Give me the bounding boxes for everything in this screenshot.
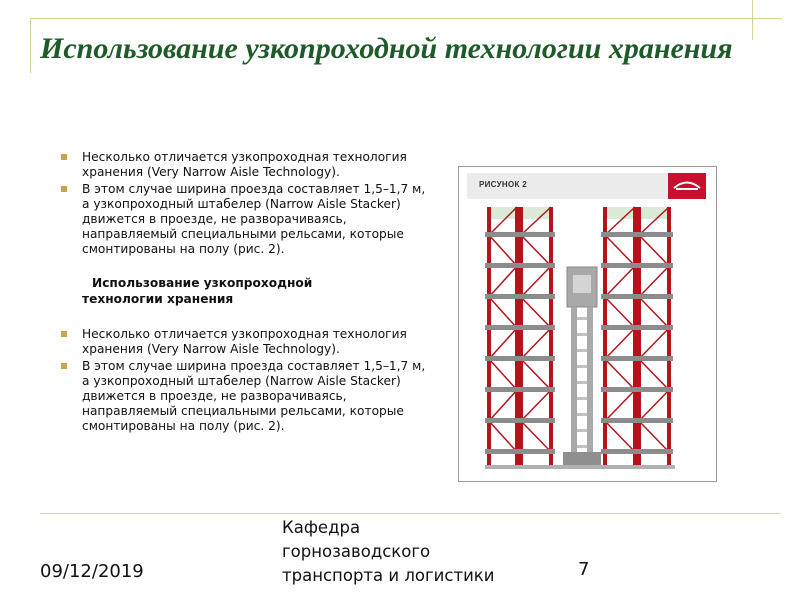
rack-beam	[635, 449, 673, 454]
footer-dept-line: транспорта и логистики	[282, 566, 495, 585]
rack-brace	[489, 328, 517, 359]
subheading-line: технологии хранения	[82, 292, 234, 306]
bullet-item	[60, 182, 430, 257]
narrow-aisle-rack-drawing	[459, 167, 716, 481]
rack-brace	[639, 297, 669, 328]
rack-brace	[521, 297, 551, 328]
floor-line	[485, 465, 675, 469]
rack-brace	[489, 297, 517, 328]
rack-brace	[605, 297, 635, 328]
rack-brace	[639, 328, 669, 359]
footer-dept-line: Кафедра	[282, 518, 361, 537]
rack-beam	[635, 263, 673, 268]
rack-brace	[605, 390, 635, 421]
bullet-square-icon	[61, 186, 67, 192]
rack-beam	[517, 418, 555, 423]
figure-label: РИСУНОК 2	[479, 180, 527, 189]
footer-dept-line: горнозаводского	[282, 542, 431, 561]
rack-brace	[605, 421, 635, 452]
footer-date: 09/12/2019	[40, 561, 144, 582]
stacker-rung	[577, 349, 587, 352]
footer-department	[282, 516, 522, 588]
rack-brace	[605, 328, 635, 359]
rack-beam	[485, 356, 521, 361]
rack-brace	[639, 235, 669, 266]
rack-upright	[637, 207, 641, 465]
rack-beam	[601, 449, 639, 454]
rack-beam	[635, 294, 673, 299]
stacker-base	[563, 452, 601, 465]
rack-beam	[485, 263, 521, 268]
rack-beam	[601, 418, 639, 423]
rack-upright	[603, 207, 607, 465]
rack-brace	[521, 390, 551, 421]
bullet-text: В этом случае ширина проезда составляет 1,5–1,7 м, а узкопроходный штабелер (Narrow Aisle Stacker) движется в проезде, не разворачиваясь, направляемый специальными рельсами, которые смонтированы на полу (рис. 2).	[82, 182, 426, 256]
rack-top-extension	[605, 207, 635, 219]
stacker-rung	[577, 333, 587, 336]
rack-beam	[601, 232, 639, 237]
rack-beam	[485, 418, 521, 423]
rack-brace	[521, 328, 551, 359]
rack-beam	[601, 263, 639, 268]
rack-upright	[549, 207, 553, 465]
rack-brace	[639, 359, 669, 390]
frame-left-line	[30, 18, 31, 73]
rack-beam	[635, 232, 673, 237]
rack-top-extension	[489, 207, 517, 219]
rack-beam	[601, 294, 639, 299]
rack-brace	[639, 390, 669, 421]
slide-body	[60, 150, 430, 434]
stacker-rung	[577, 429, 587, 432]
stacker-rung	[577, 445, 587, 448]
rack-beam	[601, 325, 639, 330]
rack-brace	[489, 390, 517, 421]
rack-beam	[517, 325, 555, 330]
footer-divider	[40, 513, 780, 514]
rack-brace	[521, 359, 551, 390]
stacker-rung	[577, 413, 587, 416]
rack-beam	[517, 263, 555, 268]
bullet-item	[60, 327, 430, 357]
rack-top-extension	[521, 207, 551, 219]
rack-upright	[515, 207, 519, 465]
rack-brace	[605, 235, 635, 266]
bullet-square-icon	[61, 363, 67, 369]
bullet-text: Несколько отличается узкопроходная технология хранения (Very Narrow Aisle Technology).	[82, 327, 407, 356]
rack-beam	[485, 325, 521, 330]
bullet-text: В этом случае ширина проезда составляет 1,5–1,7 м, а узкопроходный штабелер (Narrow Aisle Stacker) движется в проезде, не разворачиваясь, направляемый специальными рельсами, которые смонтированы на полу (рис. 2).	[82, 359, 426, 433]
stacker-mast-right	[587, 307, 593, 465]
stacker-window	[573, 275, 591, 293]
rack-upright	[487, 207, 491, 465]
rack-brace	[489, 421, 517, 452]
frame-top-line	[30, 18, 782, 19]
rack-upright	[633, 207, 637, 465]
rack-beam	[517, 294, 555, 299]
rack-brace	[639, 266, 669, 297]
bullet-text: Несколько отличается узкопроходная технология хранения (Very Narrow Aisle Technology).	[82, 150, 407, 179]
bullet-item	[60, 150, 430, 180]
rack-upright	[667, 207, 671, 465]
rack-beam	[517, 356, 555, 361]
bullet-square-icon	[61, 331, 67, 337]
rack-brace	[605, 359, 635, 390]
stacker-mast-left	[571, 307, 577, 465]
rack-beam	[635, 325, 673, 330]
rack-brace	[605, 266, 635, 297]
bullet-square-icon	[61, 154, 67, 160]
page-number: 7	[578, 559, 590, 580]
rack-brace	[639, 421, 669, 452]
rack-beam	[517, 449, 555, 454]
bullet-item	[60, 359, 430, 434]
subheading-line: Использование узкопроходной	[92, 276, 313, 290]
stacker-rung	[577, 365, 587, 368]
rack-brace	[489, 266, 517, 297]
rack-beam	[635, 356, 673, 361]
rack-brace	[489, 235, 517, 266]
rack-beam	[485, 387, 521, 392]
rack-brace	[521, 266, 551, 297]
stacker-rung	[577, 397, 587, 400]
rack-beam	[601, 387, 639, 392]
stacker-rung	[577, 381, 587, 384]
rack-beam	[601, 356, 639, 361]
rack-brace	[521, 235, 551, 266]
rack-brace	[521, 421, 551, 452]
rack-upright	[519, 207, 523, 465]
stacker-rung	[577, 317, 587, 320]
rack-brace	[489, 359, 517, 390]
rack-beam	[485, 232, 521, 237]
subheading	[82, 275, 430, 307]
rack-beam	[635, 418, 673, 423]
rack-beam	[517, 232, 555, 237]
rack-top-extension	[639, 207, 669, 219]
frame-right-line	[752, 0, 753, 40]
rack-beam	[485, 294, 521, 299]
figure-rack-illustration	[458, 166, 717, 482]
rack-beam	[635, 387, 673, 392]
rack-beam	[485, 449, 521, 454]
slide-title: Использование узкопроходной технологии хранения	[40, 32, 733, 65]
rack-beam	[517, 387, 555, 392]
